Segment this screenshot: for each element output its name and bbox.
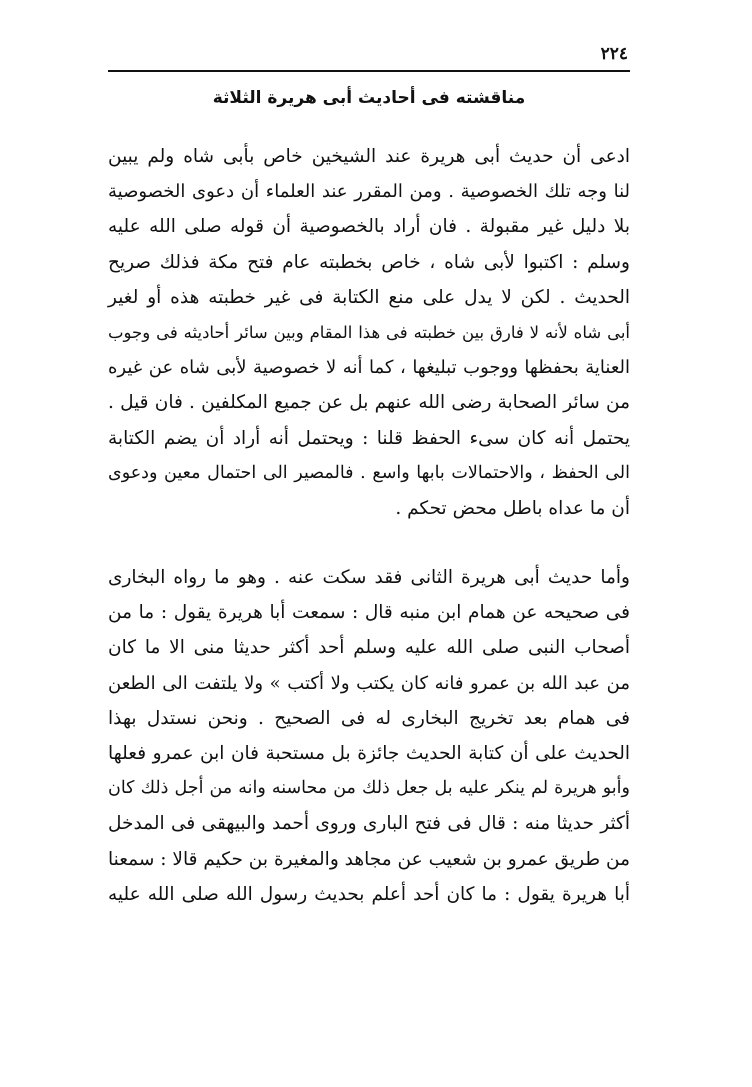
text-line: بلا دليل غير مقبولة . فان أراد بالخصوصية أن قوله صلى الله عليه [108,216,630,238]
text-line: وسلم : اكتبوا لأبى شاه ، خاص بخطبته عام فتح مكة فذلك صريح [108,251,630,273]
text-line: أكثر حديثا منه : قال فى فتح البارى وروى أحمد والبيهقى فى المدخل [108,813,630,835]
text-line: الحديث . لكن لا يدل على منع الكتابة فى غير خطبته هذه أو لغير [108,286,630,308]
text-line: يحتمل أنه كان سىء الحفظ قلنا : ويحتمل أنه أراد أن يضم الكتابة [108,427,630,449]
text-line: أصحاب النبى صلى الله عليه وسلم أحد أكثر حديثا منى الا ما كان [108,637,630,659]
text-line: الحديث على أن كتابة الحديث جائزة بل مستحبة فان ابن عمرو فعلها [108,742,630,764]
text-line: لنا وجه تلك الخصوصية . ومن المقرر عند العلماء أن دعوى الخصوصية [108,181,630,203]
text-line: الى الحفظ ، والاحتمالات بابها واسع . فالمصير الى احتمال معين ودعوى [108,462,630,483]
text-line: وأما حديث أبى هريرة الثانى فقد سكت عنه . وهو ما رواه البخارى [108,567,630,588]
text-line: فى همام بعد تخريج البخارى له فى الصحيح . ونحن نستدل بهذا [108,707,630,729]
text-line: أبا هريرة يقول : ما كان أحد أعلم بحديث رسول الله صلى الله عليه [108,883,630,905]
text-line: من عبد الله بن عمرو فانه كان يكتب ولا أكتب » ولا يلتفت الى الطعن [108,672,630,694]
paragraph-1 [108,139,630,526]
page-number: ٢٢٤ [600,44,628,64]
text-line: وأبو هريرة لم ينكر عليه بل جعل ذلك من محاسنه وانه من أجل ذلك كان [108,778,630,799]
text-line: أبى شاه لأنه لا فارق بين خطبته فى هذا المقام وبين سائر أحاديثه فى وجوب [108,322,630,342]
text-line: من طريق عمرو بن شعيب عن مجاهد والمغيرة بن حكيم قالا : سمعنا [108,848,630,870]
header-rule [108,70,630,72]
text-line: العناية بحفظها ووجوب تبليغها ، كما أنه لا خصوصية لأبى شاه عن غيره [108,357,630,379]
text-line: من سائر الصحابة رضى الله عنهم بل عن جميع المكلفين . فان قيل . [108,392,630,414]
paragraph-2 [108,560,630,912]
section-title: مناقشته فى أحاديث أبى هريرة الثلاثة [212,88,526,108]
text-line: أن ما عداه باطل محض تحكم . [395,497,630,519]
text-line: ادعى أن حديث أبى هريرة عند الشيخين خاص بأبى شاه ولم يبين [108,146,630,167]
text-line: فى صحيحه عن همام ابن منبه قال : سمعت أبا هريرة يقول : ما من [108,602,630,624]
